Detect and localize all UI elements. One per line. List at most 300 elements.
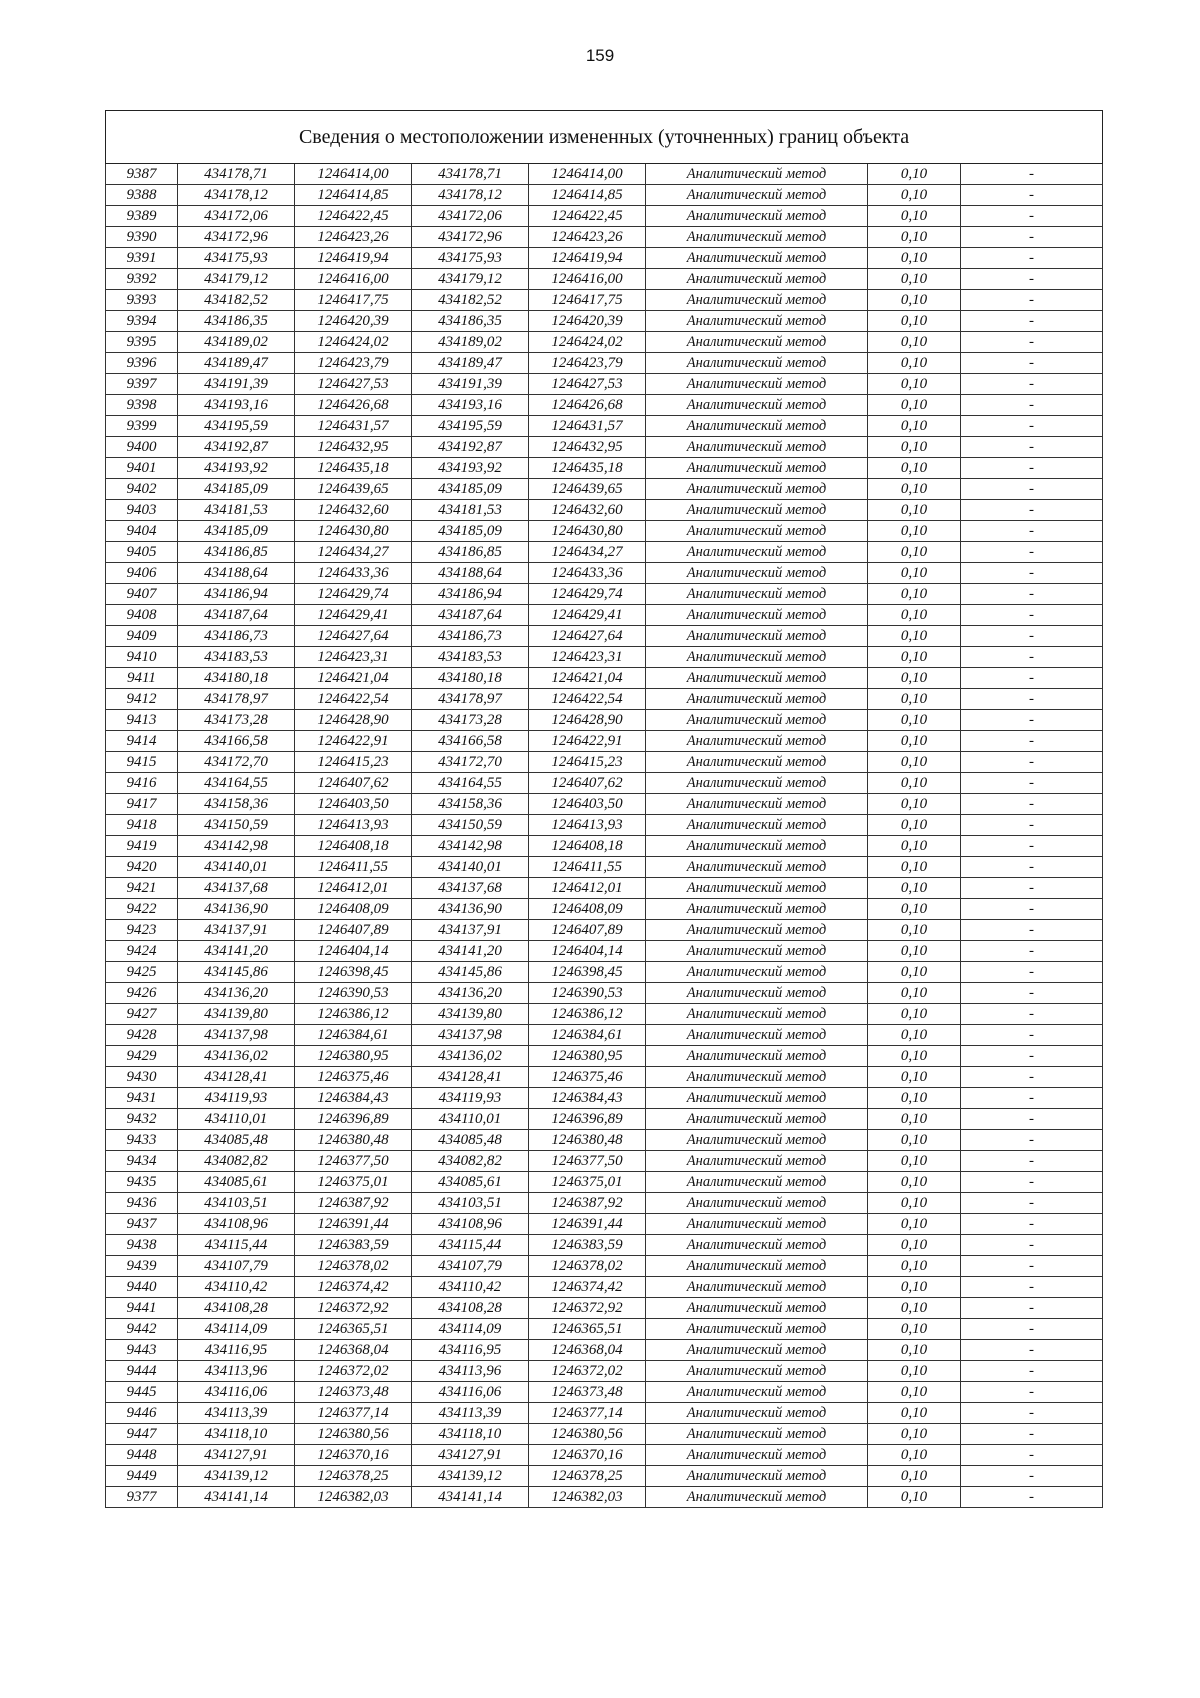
cell-y-existing: 1246420,39	[295, 311, 412, 332]
cell-x-new: 434118,10	[412, 1424, 529, 1445]
table-row	[106, 185, 1103, 206]
cell-y-new: 1246422,45	[529, 206, 646, 227]
cell-x-existing: 434178,97	[178, 689, 295, 710]
cell-x-new: 434172,96	[412, 227, 529, 248]
cell-x-existing: 434187,64	[178, 605, 295, 626]
cell-point-number: 9419	[106, 836, 178, 857]
cell-y-existing: 1246404,14	[295, 941, 412, 962]
cell-description: -	[961, 1256, 1103, 1277]
cell-y-new: 1246414,85	[529, 185, 646, 206]
cell-point-number: 9411	[106, 668, 178, 689]
cell-accuracy: 0,10	[868, 479, 961, 500]
cell-y-existing: 1246422,91	[295, 731, 412, 752]
cell-accuracy: 0,10	[868, 1382, 961, 1403]
table-row	[106, 1046, 1103, 1067]
cell-method: Аналитический метод	[646, 479, 868, 500]
cell-description: -	[961, 563, 1103, 584]
cell-x-new: 434139,12	[412, 1466, 529, 1487]
cell-accuracy: 0,10	[868, 752, 961, 773]
table-row	[106, 941, 1103, 962]
cell-accuracy: 0,10	[868, 1193, 961, 1214]
cell-y-existing: 1246414,85	[295, 185, 412, 206]
table-row	[106, 1466, 1103, 1487]
cell-point-number: 9409	[106, 626, 178, 647]
cell-x-new: 434173,28	[412, 710, 529, 731]
cell-description: -	[961, 1466, 1103, 1487]
cell-y-existing: 1246439,65	[295, 479, 412, 500]
cell-point-number: 9442	[106, 1319, 178, 1340]
table-row	[106, 1109, 1103, 1130]
cell-description: -	[961, 395, 1103, 416]
table-row	[106, 773, 1103, 794]
cell-point-number: 9393	[106, 290, 178, 311]
cell-method: Аналитический метод	[646, 1382, 868, 1403]
cell-x-existing: 434115,44	[178, 1235, 295, 1256]
cell-y-new: 1246422,54	[529, 689, 646, 710]
cell-y-new: 1246429,74	[529, 584, 646, 605]
table-row	[106, 1319, 1103, 1340]
table-row	[106, 1067, 1103, 1088]
cell-x-existing: 434158,36	[178, 794, 295, 815]
table-title-row	[106, 111, 1103, 164]
cell-description: -	[961, 1382, 1103, 1403]
cell-description: -	[961, 1298, 1103, 1319]
cell-x-existing: 434172,96	[178, 227, 295, 248]
cell-x-new: 434179,12	[412, 269, 529, 290]
table-row	[106, 206, 1103, 227]
cell-point-number: 9439	[106, 1256, 178, 1277]
cell-accuracy: 0,10	[868, 1340, 961, 1361]
table-row	[106, 1193, 1103, 1214]
cell-method: Аналитический метод	[646, 374, 868, 395]
cell-point-number: 9398	[106, 395, 178, 416]
cell-description: -	[961, 1193, 1103, 1214]
cell-accuracy: 0,10	[868, 626, 961, 647]
cell-point-number: 9441	[106, 1298, 178, 1319]
cell-x-new: 434119,93	[412, 1088, 529, 1109]
cell-y-existing: 1246426,68	[295, 395, 412, 416]
table-row	[106, 668, 1103, 689]
cell-y-new: 1246377,50	[529, 1151, 646, 1172]
cell-y-existing: 1246387,92	[295, 1193, 412, 1214]
table-title: Сведения о местоположении измененных (уточненных) границ объекта	[106, 111, 1103, 164]
cell-description: -	[961, 437, 1103, 458]
cell-method: Аналитический метод	[646, 1424, 868, 1445]
cell-y-existing: 1246423,79	[295, 353, 412, 374]
cell-x-new: 434166,58	[412, 731, 529, 752]
table-row	[106, 689, 1103, 710]
cell-x-new: 434085,48	[412, 1130, 529, 1151]
cell-point-number: 9391	[106, 248, 178, 269]
cell-method: Аналитический метод	[646, 1340, 868, 1361]
cell-method: Аналитический метод	[646, 962, 868, 983]
table-row	[106, 479, 1103, 500]
cell-point-number: 9404	[106, 521, 178, 542]
cell-description: -	[961, 773, 1103, 794]
cell-method: Аналитический метод	[646, 416, 868, 437]
cell-x-new: 434186,85	[412, 542, 529, 563]
cell-accuracy: 0,10	[868, 605, 961, 626]
table-row	[106, 290, 1103, 311]
cell-y-new: 1246414,00	[529, 164, 646, 185]
cell-point-number: 9444	[106, 1361, 178, 1382]
cell-x-existing: 434140,01	[178, 857, 295, 878]
cell-x-existing: 434113,39	[178, 1403, 295, 1424]
cell-method: Аналитический метод	[646, 332, 868, 353]
cell-description: -	[961, 1109, 1103, 1130]
cell-y-existing: 1246390,53	[295, 983, 412, 1004]
cell-y-new: 1246384,61	[529, 1025, 646, 1046]
cell-y-existing: 1246383,59	[295, 1235, 412, 1256]
cell-description: -	[961, 689, 1103, 710]
cell-x-new: 434183,53	[412, 647, 529, 668]
cell-method: Аналитический метод	[646, 815, 868, 836]
cell-method: Аналитический метод	[646, 521, 868, 542]
cell-accuracy: 0,10	[868, 1214, 961, 1235]
cell-y-new: 1246368,04	[529, 1340, 646, 1361]
cell-point-number: 9426	[106, 983, 178, 1004]
cell-method: Аналитический метод	[646, 689, 868, 710]
table-row	[106, 962, 1103, 983]
cell-method: Аналитический метод	[646, 773, 868, 794]
cell-accuracy: 0,10	[868, 1424, 961, 1445]
cell-point-number: 9420	[106, 857, 178, 878]
cell-point-number: 9435	[106, 1172, 178, 1193]
cell-accuracy: 0,10	[868, 899, 961, 920]
cell-method: Аналитический метод	[646, 752, 868, 773]
cell-x-existing: 434195,59	[178, 416, 295, 437]
cell-point-number: 9432	[106, 1109, 178, 1130]
cell-x-existing: 434173,28	[178, 710, 295, 731]
cell-y-existing: 1246370,16	[295, 1445, 412, 1466]
cell-x-new: 434188,64	[412, 563, 529, 584]
cell-y-new: 1246378,02	[529, 1256, 646, 1277]
cell-x-existing: 434116,06	[178, 1382, 295, 1403]
cell-x-existing: 434181,53	[178, 500, 295, 521]
cell-description: -	[961, 941, 1103, 962]
cell-y-existing: 1246375,46	[295, 1067, 412, 1088]
cell-point-number: 9446	[106, 1403, 178, 1424]
table-row	[106, 1088, 1103, 1109]
cell-x-new: 434141,14	[412, 1487, 529, 1508]
cell-point-number: 9395	[106, 332, 178, 353]
cell-y-new: 1246423,79	[529, 353, 646, 374]
table-row	[106, 353, 1103, 374]
cell-description: -	[961, 1067, 1103, 1088]
cell-y-new: 1246380,56	[529, 1424, 646, 1445]
cell-x-existing: 434189,02	[178, 332, 295, 353]
cell-y-existing: 1246373,48	[295, 1382, 412, 1403]
cell-method: Аналитический метод	[646, 1256, 868, 1277]
cell-y-new: 1246431,57	[529, 416, 646, 437]
cell-accuracy: 0,10	[868, 1487, 961, 1508]
cell-x-new: 434150,59	[412, 815, 529, 836]
cell-method: Аналитический метод	[646, 920, 868, 941]
cell-x-existing: 434178,12	[178, 185, 295, 206]
cell-y-new: 1246378,25	[529, 1466, 646, 1487]
cell-y-new: 1246421,04	[529, 668, 646, 689]
cell-method: Аналитический метод	[646, 857, 868, 878]
table-row	[106, 1445, 1103, 1466]
cell-x-new: 434185,09	[412, 521, 529, 542]
boundary-coordinates-table	[105, 110, 1103, 1508]
cell-y-new: 1246428,90	[529, 710, 646, 731]
cell-accuracy: 0,10	[868, 1298, 961, 1319]
cell-point-number: 9440	[106, 1277, 178, 1298]
cell-point-number: 9406	[106, 563, 178, 584]
cell-description: -	[961, 374, 1103, 395]
cell-y-new: 1246439,65	[529, 479, 646, 500]
cell-x-new: 434114,09	[412, 1319, 529, 1340]
cell-x-existing: 434188,64	[178, 563, 295, 584]
cell-accuracy: 0,10	[868, 542, 961, 563]
cell-method: Аналитический метод	[646, 185, 868, 206]
cell-accuracy: 0,10	[868, 815, 961, 836]
cell-x-existing: 434139,80	[178, 1004, 295, 1025]
cell-y-new: 1246380,48	[529, 1130, 646, 1151]
cell-description: -	[961, 1340, 1103, 1361]
cell-method: Аналитический метод	[646, 1130, 868, 1151]
cell-accuracy: 0,10	[868, 1256, 961, 1277]
cell-accuracy: 0,10	[868, 563, 961, 584]
cell-y-new: 1246380,95	[529, 1046, 646, 1067]
cell-method: Аналитический метод	[646, 206, 868, 227]
cell-description: -	[961, 668, 1103, 689]
cell-x-existing: 434103,51	[178, 1193, 295, 1214]
cell-description: -	[961, 1487, 1103, 1508]
cell-point-number: 9413	[106, 710, 178, 731]
cell-method: Аналитический метод	[646, 458, 868, 479]
cell-x-new: 434110,01	[412, 1109, 529, 1130]
cell-x-existing: 434186,35	[178, 311, 295, 332]
cell-accuracy: 0,10	[868, 731, 961, 752]
cell-y-new: 1246387,92	[529, 1193, 646, 1214]
table-row	[106, 794, 1103, 815]
cell-y-new: 1246423,26	[529, 227, 646, 248]
cell-accuracy: 0,10	[868, 353, 961, 374]
cell-method: Аналитический метод	[646, 500, 868, 521]
cell-point-number: 9431	[106, 1088, 178, 1109]
cell-x-existing: 434141,20	[178, 941, 295, 962]
cell-x-new: 434137,68	[412, 878, 529, 899]
cell-y-existing: 1246422,54	[295, 689, 412, 710]
cell-y-existing: 1246430,80	[295, 521, 412, 542]
cell-y-existing: 1246407,89	[295, 920, 412, 941]
cell-y-new: 1246432,60	[529, 500, 646, 521]
cell-accuracy: 0,10	[868, 521, 961, 542]
cell-x-new: 434136,02	[412, 1046, 529, 1067]
table-row	[106, 1424, 1103, 1445]
cell-point-number: 9407	[106, 584, 178, 605]
cell-x-new: 434187,64	[412, 605, 529, 626]
cell-method: Аналитический метод	[646, 941, 868, 962]
cell-point-number: 9410	[106, 647, 178, 668]
cell-accuracy: 0,10	[868, 311, 961, 332]
cell-method: Аналитический метод	[646, 1151, 868, 1172]
cell-method: Аналитический метод	[646, 1067, 868, 1088]
cell-accuracy: 0,10	[868, 500, 961, 521]
cell-point-number: 9445	[106, 1382, 178, 1403]
cell-y-existing: 1246396,89	[295, 1109, 412, 1130]
cell-y-new: 1246427,53	[529, 374, 646, 395]
cell-method: Аналитический метод	[646, 1319, 868, 1340]
cell-x-new: 434193,92	[412, 458, 529, 479]
cell-method: Аналитический метод	[646, 290, 868, 311]
cell-method: Аналитический метод	[646, 1487, 868, 1508]
cell-x-existing: 434191,39	[178, 374, 295, 395]
table-row	[106, 1487, 1103, 1508]
cell-method: Аналитический метод	[646, 1445, 868, 1466]
cell-y-existing: 1246378,02	[295, 1256, 412, 1277]
table-row	[106, 1214, 1103, 1235]
cell-method: Аналитический метод	[646, 983, 868, 1004]
cell-x-existing: 434172,06	[178, 206, 295, 227]
cell-accuracy: 0,10	[868, 584, 961, 605]
cell-description: -	[961, 521, 1103, 542]
table-row	[106, 332, 1103, 353]
cell-description: -	[961, 1445, 1103, 1466]
cell-accuracy: 0,10	[868, 962, 961, 983]
cell-method: Аналитический метод	[646, 1109, 868, 1130]
cell-x-existing: 434085,48	[178, 1130, 295, 1151]
cell-x-new: 434178,12	[412, 185, 529, 206]
cell-y-new: 1246423,31	[529, 647, 646, 668]
cell-method: Аналитический метод	[646, 794, 868, 815]
cell-description: -	[961, 1046, 1103, 1067]
cell-y-existing: 1246427,53	[295, 374, 412, 395]
cell-accuracy: 0,10	[868, 878, 961, 899]
cell-y-existing: 1246391,44	[295, 1214, 412, 1235]
cell-point-number: 9418	[106, 815, 178, 836]
cell-method: Аналитический метод	[646, 1403, 868, 1424]
cell-method: Аналитический метод	[646, 1277, 868, 1298]
cell-description: -	[961, 647, 1103, 668]
table-row	[106, 1277, 1103, 1298]
cell-point-number: 9449	[106, 1466, 178, 1487]
table-row	[106, 500, 1103, 521]
cell-accuracy: 0,10	[868, 416, 961, 437]
cell-description: -	[961, 290, 1103, 311]
cell-description: -	[961, 458, 1103, 479]
cell-accuracy: 0,10	[868, 983, 961, 1004]
table-row	[106, 836, 1103, 857]
cell-description: -	[961, 542, 1103, 563]
cell-point-number: 9396	[106, 353, 178, 374]
cell-y-new: 1246370,16	[529, 1445, 646, 1466]
cell-y-new: 1246391,44	[529, 1214, 646, 1235]
cell-point-number: 9414	[106, 731, 178, 752]
cell-x-existing: 434185,09	[178, 521, 295, 542]
cell-y-existing: 1246384,43	[295, 1088, 412, 1109]
cell-description: -	[961, 857, 1103, 878]
cell-y-new: 1246386,12	[529, 1004, 646, 1025]
cell-y-new: 1246429,41	[529, 605, 646, 626]
cell-point-number: 9433	[106, 1130, 178, 1151]
cell-x-existing: 434136,20	[178, 983, 295, 1004]
cell-x-existing: 434118,10	[178, 1424, 295, 1445]
cell-x-existing: 434172,70	[178, 752, 295, 773]
cell-method: Аналитический метод	[646, 353, 868, 374]
cell-description: -	[961, 164, 1103, 185]
table-row	[106, 1172, 1103, 1193]
table-row	[106, 458, 1103, 479]
cell-x-existing: 434108,28	[178, 1298, 295, 1319]
cell-method: Аналитический метод	[646, 227, 868, 248]
cell-x-new: 434127,91	[412, 1445, 529, 1466]
cell-description: -	[961, 479, 1103, 500]
cell-method: Аналитический метод	[646, 1046, 868, 1067]
cell-x-new: 434103,51	[412, 1193, 529, 1214]
cell-point-number: 9416	[106, 773, 178, 794]
cell-description: -	[961, 1151, 1103, 1172]
cell-y-existing: 1246380,95	[295, 1046, 412, 1067]
cell-method: Аналитический метод	[646, 605, 868, 626]
cell-point-number: 9430	[106, 1067, 178, 1088]
table-row	[106, 1025, 1103, 1046]
cell-method: Аналитический метод	[646, 1361, 868, 1382]
table-row	[106, 248, 1103, 269]
cell-y-existing: 1246434,27	[295, 542, 412, 563]
cell-x-existing: 434108,96	[178, 1214, 295, 1235]
cell-accuracy: 0,10	[868, 1403, 961, 1424]
cell-y-existing: 1246380,56	[295, 1424, 412, 1445]
cell-description: -	[961, 311, 1103, 332]
cell-y-existing: 1246380,48	[295, 1130, 412, 1151]
cell-accuracy: 0,10	[868, 206, 961, 227]
cell-y-new: 1246377,14	[529, 1403, 646, 1424]
cell-y-existing: 1246384,61	[295, 1025, 412, 1046]
cell-y-new: 1246383,59	[529, 1235, 646, 1256]
cell-method: Аналитический метод	[646, 710, 868, 731]
cell-description: -	[961, 1235, 1103, 1256]
cell-x-new: 434108,28	[412, 1298, 529, 1319]
cell-y-new: 1246413,93	[529, 815, 646, 836]
cell-point-number: 9448	[106, 1445, 178, 1466]
cell-method: Аналитический метод	[646, 647, 868, 668]
cell-y-existing: 1246374,42	[295, 1277, 412, 1298]
cell-y-new: 1246398,45	[529, 962, 646, 983]
cell-method: Аналитический метод	[646, 584, 868, 605]
cell-description: -	[961, 248, 1103, 269]
cell-x-new: 434116,95	[412, 1340, 529, 1361]
cell-description: -	[961, 416, 1103, 437]
cell-point-number: 9425	[106, 962, 178, 983]
cell-y-existing: 1246432,95	[295, 437, 412, 458]
cell-x-new: 434158,36	[412, 794, 529, 815]
table-row	[106, 269, 1103, 290]
cell-x-existing: 434179,12	[178, 269, 295, 290]
cell-method: Аналитический метод	[646, 248, 868, 269]
cell-accuracy: 0,10	[868, 1004, 961, 1025]
cell-y-existing: 1246427,64	[295, 626, 412, 647]
cell-y-new: 1246416,00	[529, 269, 646, 290]
cell-x-new: 434192,87	[412, 437, 529, 458]
cell-y-existing: 1246412,01	[295, 878, 412, 899]
cell-point-number: 9394	[106, 311, 178, 332]
cell-y-new: 1246422,91	[529, 731, 646, 752]
cell-x-existing: 434113,96	[178, 1361, 295, 1382]
cell-x-new: 434082,82	[412, 1151, 529, 1172]
cell-description: -	[961, 731, 1103, 752]
table-row	[106, 1235, 1103, 1256]
cell-description: -	[961, 1277, 1103, 1298]
cell-y-existing: 1246429,74	[295, 584, 412, 605]
cell-point-number: 9412	[106, 689, 178, 710]
cell-x-existing: 434137,91	[178, 920, 295, 941]
cell-x-existing: 434185,09	[178, 479, 295, 500]
cell-method: Аналитический метод	[646, 1235, 868, 1256]
table-row	[106, 1361, 1103, 1382]
